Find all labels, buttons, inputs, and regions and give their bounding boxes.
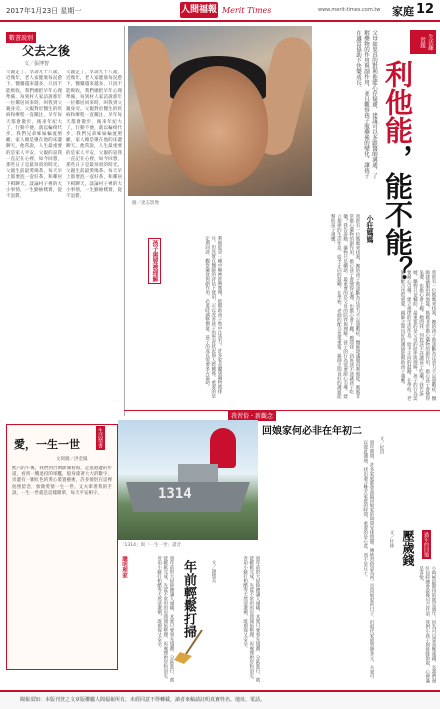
family-section-tag: 我習俗・新觀念	[228, 410, 276, 421]
boat-photo	[118, 420, 258, 540]
money-section-tag: 過年的回憶	[423, 532, 429, 557]
left-article-body-col1: 父親走了，享壽九十八歲，近幾年，老人家健康每況愈下，醫藥越來越多，只因不能吸收，我們總把早年心理準備，每到村人家訪說那年一位鄰居回來時，叫我到父親身旁。父親對於醫生的疾病和療程一直關注，早年每天都會散步，後來年紀大了，行動不便，就以輪椅代步。我們兄弟姊妹輪流照顧，家人總是聚在他的床邊聊天。他常說，人生最重要的是家人平安，父親的話我一直記在心裡，如今回想，那些日子是最珍貴的時光。父親生前最愛喝茶，每天早上都要泡一壺好茶，和鄰居下棋聊天，談論村子裡的大小事情，一生勤儉樸實，從不浪費。	[6, 70, 62, 200]
tips-article-body: 過年前的大掃除總讓人頭痛，其實只要事先規劃，分區進行，就能輕鬆完成。先從不常用的房間開始整理，再處理廚房和浴室。善用小蘇打和醋等天然清潔劑，既環保又安全。	[156, 556, 174, 682]
headline-red-part: 利他能	[381, 60, 414, 144]
feature-body-right: 曾經有一位媽媽來找我，她的孩子被診斷為注意力不足過動症，醫師建議服用利他能。媽媽非常擔心藥物的副作用，擔心孩子會變得呆滯，也擔心會上癮。她問我：到底該不該讓孩子吃藥？我告訴她，藥物只是輔助，最重要的是父母的陪伴與理解。孩子的行為需要耐心引導，建立規律的生活作息，給予正向的鼓勵。在學校，老師的配合也很重要，親師之間良好的溝通能幫助孩子適應。	[330, 214, 360, 399]
footer-notice: 閱報須知：本版刊登之文章版權屬人間福報所有，未經同意不得轉載，讀者來稿請註明真實姓名、地址、電話。	[20, 697, 266, 703]
boat-deck	[178, 464, 218, 484]
money-article-title: 壓歲錢	[401, 530, 415, 566]
tips-article-body-2: 過年前的大掃除總讓人頭痛，其實只要事先規劃，分區進行，就能輕鬆完成。先從不常用的房間開始整理，再處理廚房和浴室。善用小蘇打和醋等天然清潔劑，既環保又安全。	[242, 556, 260, 682]
page-header	[0, 0, 440, 22]
family-article-author: 文／紀四	[379, 436, 384, 454]
family-article-title: 回娘家何必非在年初二	[262, 426, 362, 437]
column-divider	[124, 26, 125, 416]
photo-face	[168, 66, 268, 186]
newspaper-logo-english: Merit Times	[222, 6, 272, 15]
feature-body-mid: 利他能是一種中樞神經興奮劑，能幫助孩子集中注意力。許多家長聽到藥物就排斥，但其實在醫師的評估下使用，可以改善孩子的學習狀況與人際關係。重要的是定期回診，觀察藥效與副作用，必要時調整劑量。孩子的成長需要多方協助。	[204, 236, 222, 398]
child-photo	[128, 26, 312, 196]
left-top-rule	[6, 26, 122, 27]
section-divider	[124, 410, 440, 411]
love-article-title: 愛，一生一世	[14, 438, 80, 451]
love-article-body: 熙六的午後，我們到台灣澎湖看海，走進港邊的步道，看到一艘退役的軍艦，船身漆著大大的數字，旁邊有一顆紅色的愛心裝置藝術，許多情侶在這裡拍照留念，象徵愛情一生一世。丈夫牽著我的手說，一生一世就是這樣簡單，每天平安相守。	[12, 466, 112, 496]
section-name: 家庭	[392, 5, 414, 18]
love-article-author: 文與圖／洪金鳳	[56, 457, 88, 462]
left-article-title: 父去之後	[22, 44, 71, 58]
page-footer	[0, 690, 440, 709]
left-column-tag: 數書說別	[6, 32, 36, 43]
mid-subheading: 孩子需要被理解	[148, 238, 161, 284]
left-article-author: 文／張博智	[24, 61, 50, 67]
broom-icon	[172, 626, 212, 666]
feature-body-far-right: 曾經有一位媽媽來找我，她的孩子被診斷為注意力不足過動症，醫師建議服用利他能。媽媽非常擔心藥物的副作用，擔心孩子會變得呆滯，也擔心會上癮。她問我：到底該不該讓孩子吃藥？我告訴她，藥物只是輔助，最重要的是父母的陪伴與理解。孩子的行為需要耐心引導，建立規律的生活作息，給予正向的鼓勵。在學校，老師的配合也很重要，親師之間良好的溝通能幫助孩子適應。	[399, 270, 436, 401]
heart-sculpture	[210, 428, 236, 468]
feature-subhead: 父母如果真的對利他能心存疑慮，建議可以多跟醫師溝通，了解藥物的作用與副作用，並且觀察孩子服藥後的變化，讓孩子在適當協助下快樂成長。	[355, 30, 377, 179]
headline-black-part: ，能不能？	[381, 144, 414, 284]
tips-section-tag: 聰明理家	[121, 556, 127, 578]
boat-caption: 「1314」與「一生一世」諧音	[120, 543, 181, 548]
boat-number: 1314	[158, 486, 192, 502]
website-url: www.merit-times.com.tw	[318, 7, 381, 13]
money-article-body: 小時候最期待的就是過年，因為可以拿到壓歲錢。長輩們發紅包時總會說幾句吉祥話，我們小孩子則排隊領取，心裡滿是喜悅。	[418, 566, 436, 683]
tips-article-author: 文／謝德美	[211, 560, 216, 583]
feature-kicker: 生活練習題	[410, 30, 436, 54]
newspaper-logo: 人間福報	[180, 2, 218, 18]
feature-headline	[380, 60, 414, 290]
issue-date: 2017年1月23日 星期一	[6, 7, 82, 15]
feature-author: 小狂媽媽	[366, 215, 374, 243]
left-article-body-col2: 父親走了，享壽九十八歲，近幾年，老人家健康每況愈下，醫藥越來越多，只因不能吸收，我們總把早年心理準備，每到村人家訪說那年一位鄰居回來時，叫我到父親身旁。父親對於醫生的疾病和療程一直關注，早年每天都會散步，後來年紀大了，行動不便，就以輪椅代步。我們兄弟姊妹輪流照顧，家人總是聚在他的床邊聊天。他常說，人生最重要的是家人平安，父親的話我一直記在心裡，如今回想，那些日子是最珍貴的時光。父親生前最愛喝茶，每天早上都要泡一壺好茶，和鄰居下棋聊天，談論村子裡的大小事情，一生勤儉樸實，從不浪費。	[66, 70, 122, 200]
love-section-tag: 生活情書	[97, 428, 103, 448]
tips-article-title: 年前輕鬆打掃	[181, 560, 196, 638]
family-article-body: 過年期間，許多家庭都會面臨回娘家的時間安排問題。傳統習俗認為初二是回娘家的日子，但現代家庭型態多元，夫妻可以彼此溝通，找出適合雙方家庭的時間。重要的是心意，而不是日子。	[362, 440, 374, 679]
photo-caption: 圖／達志影像	[132, 201, 159, 206]
money-article-author: 文／杜林	[389, 530, 394, 548]
page-number: 12	[416, 2, 435, 17]
